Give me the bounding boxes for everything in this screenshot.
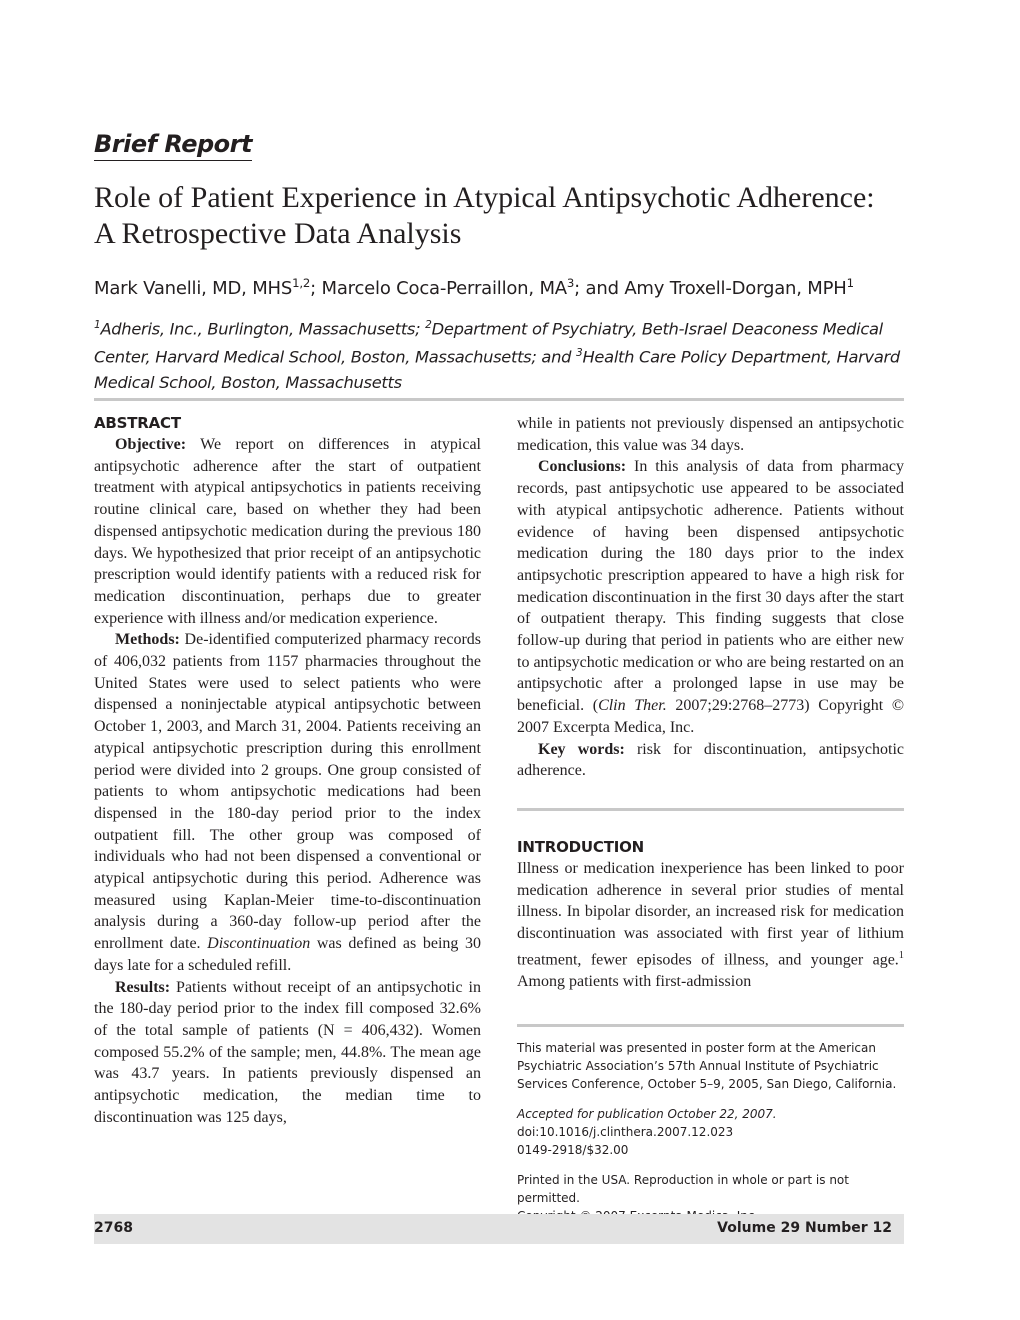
right-column [517,413,904,993]
abstract-divider [517,808,904,811]
abstract-heading: ABSTRACT [94,414,181,432]
methods-text: De-identified computerized pharmacy records of 406,032 patients from 1157 pharmacies throughout the United States were used to select patients who were dispensed a noninjectable atypical antipsychotic between October 1, 2003, and March 31, 2004. Patients receiving an atypical antipsychotic prescription during this enrollment period were divided into 2 groups. One group consisted of patients to whom antipsychotic medications had been dispensed in the 180-day period prior to the index outpatient fill. The other group was composed of individuals who had not been dispensed a conventional or atypical antipsychotic during this period. Adherence was measured using Kaplan-Meier time-to-discontinuation analysis during a 360-day follow-up period after the enrollment date. [94,631,481,953]
methods-text-end: was defined as being 30 days late for a scheduled refill. [94,935,482,974]
publication-info [517,1105,904,1159]
methods-label: Methods: [115,631,180,649]
affil-2: Department of Psychiatry, Beth-Israel Deaconess Medical Center, Harvard Medical School, Boston, Massachusetts; and [94,319,883,367]
author-3: ; and Amy Troxell-Dorgan, MPH [574,278,847,299]
conclusions-text-end: 2007;29:2768–2773) Copyright © 2007 Excerpta Medica, Inc. [517,697,905,736]
affiliations [94,313,924,395]
article-title [94,180,924,252]
author-1: Mark Vanelli, MD, MHS [94,278,293,299]
affil-mark-3: 3 [576,347,583,360]
author-3-affil: 1 [846,276,854,290]
methods-term: Discontinuation [207,935,311,953]
objective-text: We report on differences in atypical antipsychotic adherence after the start of outpatient treatment with atypical antipsychotics in patients receiving routine clinical care, based on whether they had been dispensed antipsychotic medication during the previous 180 days. We hypothesized that prior receipt of an antipsychotic prescription would identify patients with a reduced risk for medication discontinuation, perhaps due to greater experience with illness and/or medication experience. [94,436,481,627]
page-number: 2768 [94,1220,133,1236]
author-1-affil: 1,2 [292,276,311,290]
doi: doi:10.1016/j.clinthera.2007.12.023 [517,1125,734,1139]
results-label: Results: [115,978,171,996]
printed-note: Printed in the USA. Reproduction in whole or part is not permitted. [517,1173,849,1205]
objective-label: Objective: [115,436,187,453]
volume-info: Volume 29 Number 12 [717,1220,892,1236]
objective-paragraph [94,434,481,629]
conclusions-label: Conclusions: [538,458,627,476]
title-line-1: Role of Patient Experience in Atypical Antipsychotic Adherence: [94,181,875,214]
section-label: Brief Report [94,130,252,161]
introduction-text: Illness or medication inexperience has been linked to poor medication adherence in several prior studies of mental illness. In bipolar disorder, an increased risk for medication discontinuation was associated with first year of lithium treatment, fewer episodes of illness, and younger age. [517,859,904,969]
presentation-note: This material was presented in poster form at the American Psychiatric Association’s 57th Annual Institute of Psychiatric Services Conference, October 5–9, 2005, San Diego, California. [517,1041,897,1091]
author-2: ; Marcelo Coca-Perraillon, MA [310,278,567,299]
left-column [94,413,481,1129]
introduction-text-end: Among patients with first-admission [517,972,752,990]
footnotes [517,1024,904,1237]
author-list [94,276,924,299]
results-paragraph [94,977,481,1129]
conclusions-text: In this analysis of data from pharmacy records, past antipsychotic use appeared to be associated with atypical antipsychotic adherence. Patients without evidence of having been dispensed antipsychotic medication during the 180 days prior to the index antipsychotic prescription appeared to have a high risk for medication discontinuation in the first 30 days after the start of outpatient therapy. This finding suggests that close follow-up during that period in patients who are either new to antipsychotic medication or who are being restarted on an antipsychotic after a prolonged lapse in use may be beneficial. ( [517,458,904,715]
issn-price: 0149-2918/$32.00 [517,1143,629,1157]
header-divider [94,398,904,401]
results-continued: while in patients not previously dispensed an antipsychotic medication, this value was 34 days. [517,415,904,454]
author-2-affil: 3 [566,276,575,290]
affil-mark-1: 1 [94,319,101,331]
introduction-paragraph [517,858,904,993]
keywords-text: risk for discontinuation, antipsychotic adherence. [517,740,905,780]
affil-1: Adheris, Inc., Burlington, Massachusetts; [100,319,426,339]
methods-paragraph [94,629,481,976]
keywords-paragraph [517,739,904,782]
introduction-heading: INTRODUCTION [517,837,645,856]
citation-ref: 1 [898,949,904,961]
results-text: Patients without receipt of an antipsychotic in the 180-day period prior to the index fill composed 32.6% of the total sample of patients (N = 406,432). Women composed 55.2% of the sample; men, 44.8%. The mean age was 43.7 years. In patients previously dispensed an antipsychotic medication, the median time to discontinuation was 125 days, [94,978,481,1126]
accepted-date: Accepted for publication October 22, 2007. [517,1107,777,1121]
conclusions-paragraph [517,456,904,738]
title-line-2: A Retrospective Data Analysis [94,217,462,250]
affil-3: Health Care Policy Department, Harvard Medical School, Boston, Massachusetts [94,347,900,392]
page-footer [94,1214,904,1244]
journal-name: Clin Ther. [598,697,667,715]
affil-mark-2: 2 [425,319,432,331]
keywords-label: Key words: [538,740,625,758]
